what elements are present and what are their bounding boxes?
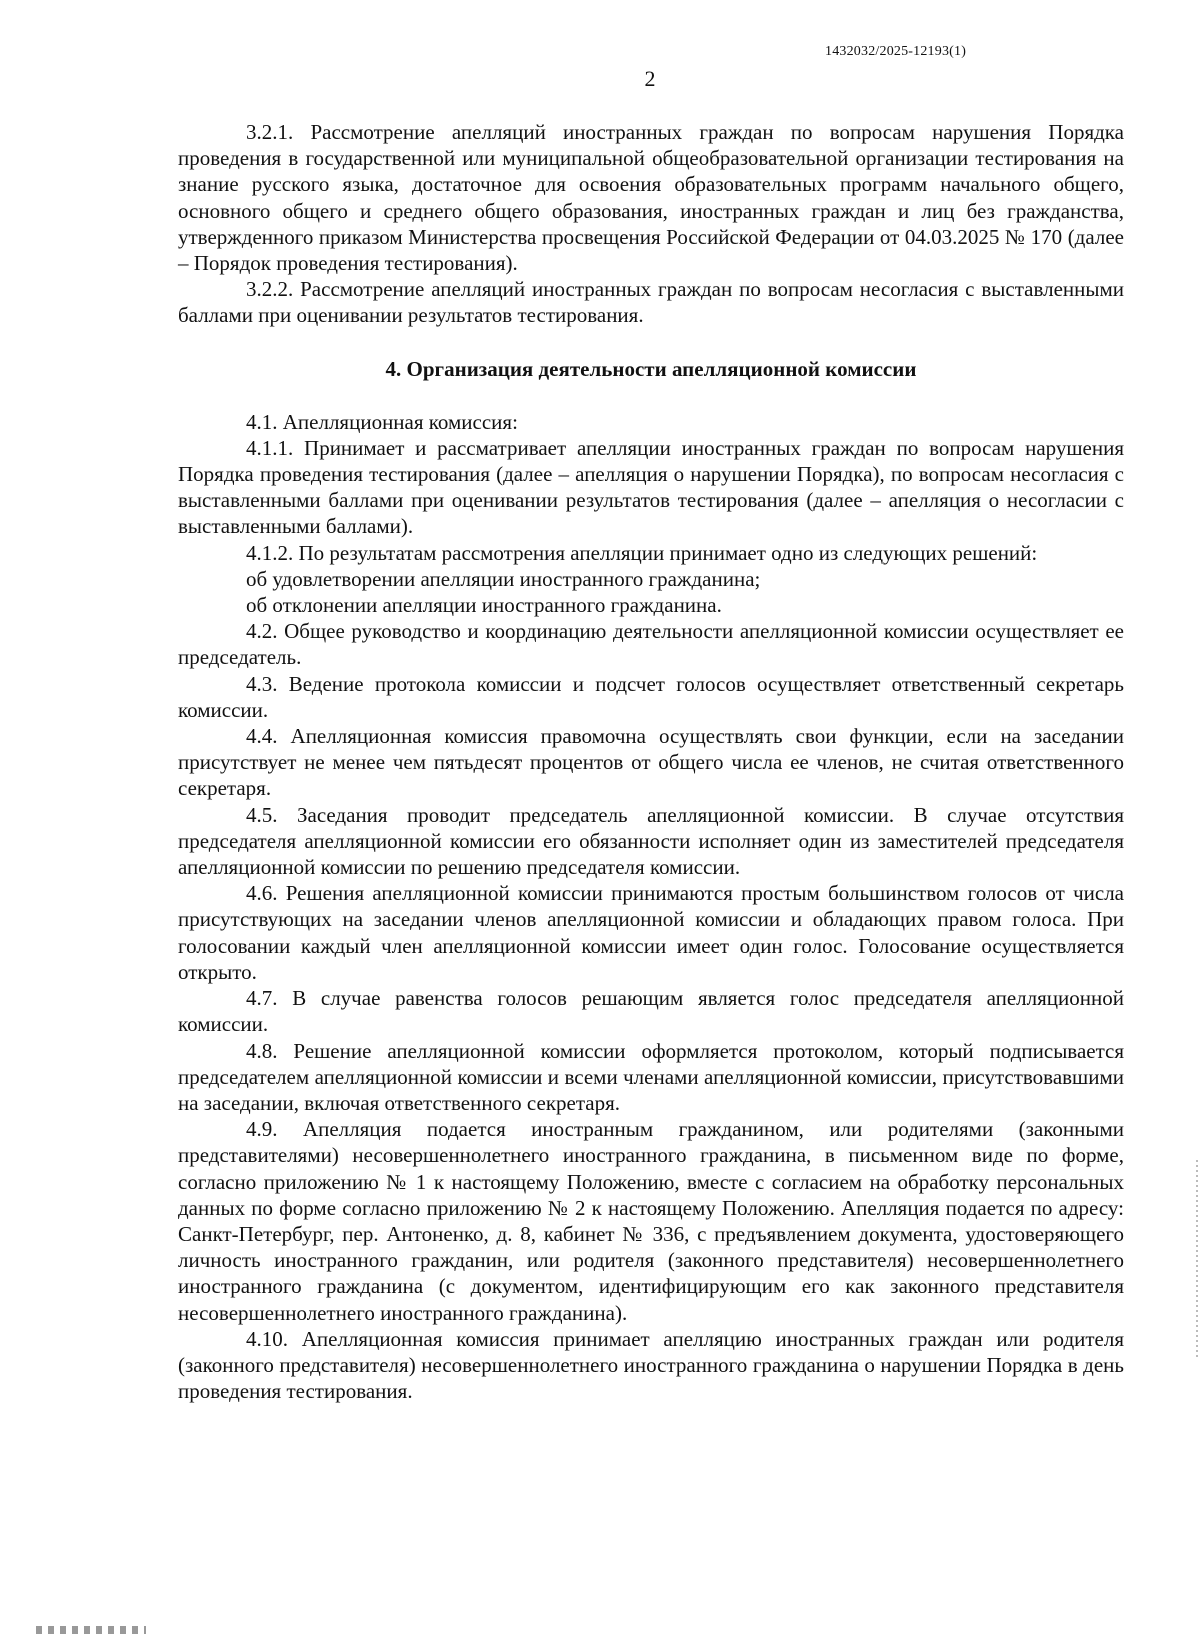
paragraph-4-3: 4.3. Ведение протокола комиссии и подсчет голосов осуществляет ответственный секретарь комиссии.: [178, 671, 1124, 722]
section-title: 4. Организация деятельности апелляционной комиссии: [385, 356, 917, 381]
paragraph-4-9: 4.9. Апелляция подается иностранным гражданином, или родителями (законными представителями) несовершеннолетнего иностранного гражданина, в письменном виде по форме, согласно приложению № 1 к настоящему Положению, вместе с согласием на обработку персональных данных по форме согласно приложению № 2 к настоящему Положению. Апелляция подается по адресу: Санкт-Петербург, пер. Антоненко, д. 8, кабинет № 336, с предъявлением документа, удостоверяющего личность иностранного гражданин, или родителя (законного представителя) несовершеннолетнего иностранного гражданина (с документом, идентифицирующим его как законного представителя несовершеннолетнего иностранного гражданина).: [178, 1117, 1124, 1325]
page-number: 2: [644, 66, 656, 91]
paragraph-4-1-1: 4.1.1. Принимает и рассматривает апелляции иностранных граждан по вопросам нарушения Порядка проведения тестирования (далее – апелляция о нарушении Порядка), по вопросам несогласия с выставленными баллами при оценивании результатов тестирования (далее – апелляция о несогласии с выставленными баллами).: [178, 435, 1124, 539]
list-item-approve: об удовлетворении апелляции иностранного гражданина;: [246, 566, 761, 591]
paragraph-4-5: 4.5. Заседания проводит председатель апелляционной комиссии. В случае отсутствия председателя апелляционной комиссии его обязанности исполняет один из заместителей председателя апелляционной комиссии по решению председателя комиссии.: [178, 802, 1124, 880]
paragraph-4-4: 4.4. Апелляционная комиссия правомочна осуществлять свои функции, если на заседании присутствует не менее чем пятьдесят процентов от общего числа ее членов, не считая ответственного секретаря.: [178, 724, 1124, 801]
paragraph-3-2-1: 3.2.1. Рассмотрение апелляций иностранных граждан по вопросам нарушения Порядка проведения в государственной или муниципальной общеобразовательной организации тестирования на знание русского языка, достаточное для освоения образовательных программ начального общего, основного общего и среднего общего образования, иностранных граждан и лиц без гражданства, утвержденного приказом Министерства просвещения Российской Федерации от 04.03.2025 № 170 (далее – Порядок проведения тестирования).: [178, 120, 1124, 276]
document-id: 1432032/2025-12193(1): [825, 44, 967, 59]
paragraph-4-10: 4.10. Апелляционная комиссия принимает апелляцию иностранных граждан или родителя (законного представителя) несовершеннолетнего иностранного гражданина о нарушении Порядка в день проведения тестирования.: [178, 1326, 1124, 1404]
paragraph-4-6: 4.6. Решения апелляционной комиссии принимаются простым большинством голосов от числа присутствующих на заседании членов апелляционной комиссии и обладающих правом голоса. При голосовании каждый член апелляционной комиссии имеет один голос. Голосование осуществляется открыто.: [178, 881, 1124, 984]
paragraph-4-1-2: 4.1.2. По результатам рассмотрения апелляции принимает одно из следующих решений:: [246, 540, 1038, 565]
paragraph-4-2: 4.2. Общее руководство и координацию деятельности апелляционной комиссии осуществляет ее председатель.: [178, 619, 1124, 670]
scan-bottom-artifact: [36, 1626, 146, 1634]
scan-edge-artifact: [1196, 1160, 1198, 1360]
paragraph-4-7: 4.7. В случае равенства голосов решающим является голос председателя апелляционной комиссии.: [178, 986, 1124, 1037]
list-item-reject: об отклонении апелляции иностранного гражданина.: [246, 593, 722, 618]
paragraph-4-1: 4.1. Апелляционная комиссия:: [246, 409, 518, 434]
document-body: [178, 119, 1124, 1404]
paragraph-4-8: 4.8. Решение апелляционной комиссии оформляется протоколом, который подписывается председателем апелляционной комиссии и всеми членами апелляционной комиссии, присутствовавшими на заседании, включая ответственного секретаря.: [178, 1038, 1124, 1115]
paragraph-3-2-2: 3.2.2. Рассмотрение апелляций иностранных граждан по вопросам несогласия с выставленными баллами при оценивании результатов тестирования.: [178, 277, 1124, 328]
